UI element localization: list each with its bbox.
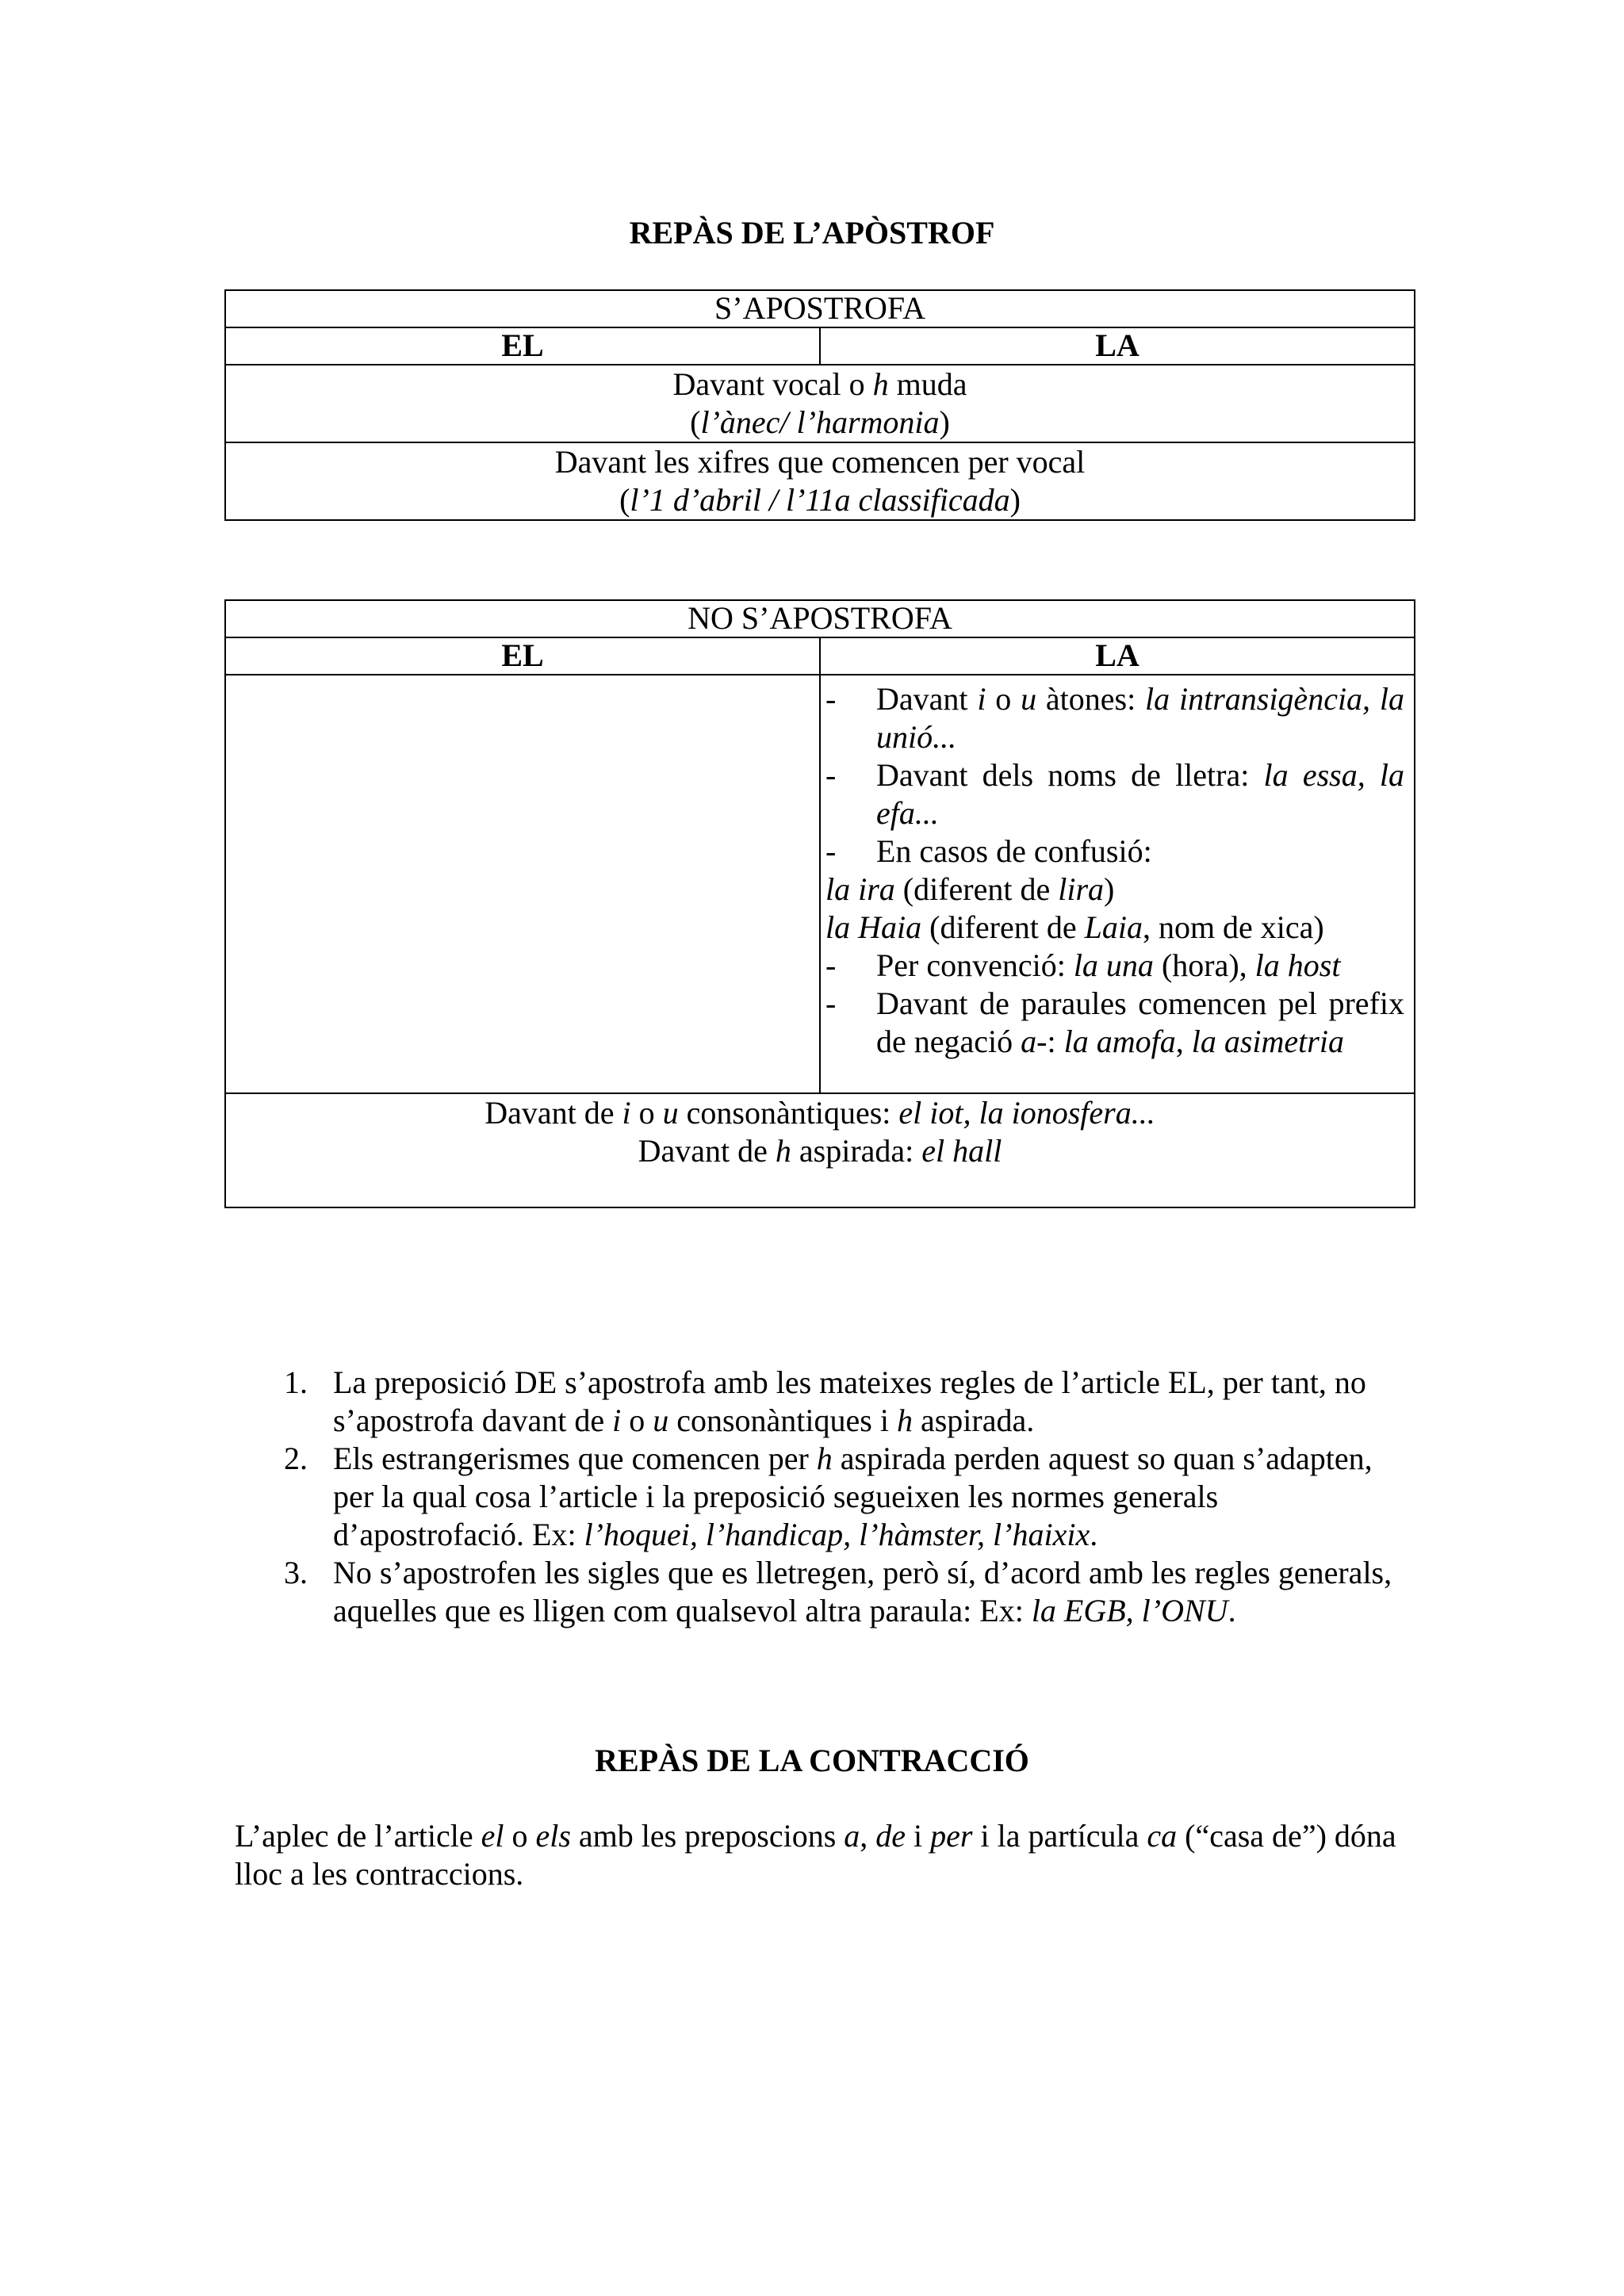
text: Davant de bbox=[638, 1133, 776, 1169]
text: o bbox=[986, 681, 1021, 717]
rule-item-1 bbox=[284, 1364, 1404, 1440]
example: la Haia bbox=[825, 909, 922, 945]
text: Davant bbox=[876, 681, 978, 717]
text: Per convenció: bbox=[876, 947, 1074, 983]
example: la amofa bbox=[1063, 1024, 1176, 1059]
letter-i: i bbox=[612, 1402, 622, 1438]
term: a bbox=[844, 1818, 860, 1854]
text: (hora), bbox=[1153, 947, 1255, 983]
item-number: 3. bbox=[284, 1555, 308, 1590]
la-item-convencio bbox=[825, 947, 1404, 985]
text: i la partícula bbox=[972, 1818, 1147, 1854]
example: la EGB, l’ONU bbox=[1031, 1593, 1228, 1628]
la-item-atones bbox=[825, 680, 1404, 756]
h-letter: h bbox=[872, 366, 889, 402]
text: : bbox=[1047, 1024, 1064, 1059]
text: . bbox=[1228, 1593, 1236, 1628]
table-apostrofa bbox=[224, 289, 1415, 521]
text: No s’apostrofen les sigles que es lletregen, però sí, d’acord amb les regles generals, aquelles que es lligen com qualsevol altra paraula: Ex: bbox=[333, 1555, 1392, 1628]
text: Davant dels noms de lletra: bbox=[876, 757, 1264, 793]
letter-u: u bbox=[1021, 681, 1037, 717]
text: o bbox=[621, 1402, 653, 1438]
text: aspirada. bbox=[912, 1402, 1035, 1438]
example: el iot, la ionosfera... bbox=[898, 1095, 1155, 1131]
term: ca bbox=[1147, 1818, 1178, 1854]
example: Laia bbox=[1084, 909, 1143, 945]
text: L’aplec de l’article bbox=[235, 1818, 481, 1854]
h-letter: h bbox=[896, 1402, 913, 1438]
text: , nom de xica) bbox=[1142, 909, 1324, 945]
term: per bbox=[930, 1818, 973, 1854]
col-la: LA bbox=[820, 637, 1415, 675]
text: muda bbox=[888, 366, 967, 402]
text: (diferent de bbox=[894, 871, 1059, 907]
la-sub-ira bbox=[825, 871, 1404, 909]
rule-vocal-h-muda bbox=[225, 365, 1415, 442]
dash: - bbox=[825, 833, 837, 869]
text: Davant les xifres que comencen per vocal bbox=[554, 444, 1086, 480]
text: La preposició DE s’apostrofa amb les mateixes regles de l’article EL, per tant, no s’apostrofa davant de bbox=[333, 1364, 1366, 1438]
paragraph-contraccio bbox=[235, 1817, 1408, 1893]
text: i bbox=[906, 1818, 931, 1854]
example: l’ànec/ l’harmonia bbox=[700, 404, 940, 440]
col-la: LA bbox=[820, 327, 1415, 365]
example: la intransigència, la unió... bbox=[876, 681, 1404, 755]
term: de bbox=[875, 1818, 906, 1854]
dash: - bbox=[825, 757, 837, 793]
la-item-confusio bbox=[825, 832, 1404, 871]
example: la una bbox=[1073, 947, 1154, 983]
text: o bbox=[504, 1818, 536, 1854]
example: l’1 d’abril / l’11a classificada bbox=[630, 482, 1010, 518]
h-letter: h bbox=[775, 1133, 791, 1169]
letter-i: i bbox=[622, 1095, 631, 1131]
rule-xifres bbox=[225, 442, 1415, 520]
text: ) bbox=[1104, 871, 1115, 907]
h-letter: h bbox=[816, 1441, 833, 1476]
table-no-apostrofa bbox=[224, 599, 1415, 1208]
example: el hall bbox=[921, 1133, 1002, 1169]
text: àtones: bbox=[1036, 681, 1146, 717]
example: la ira bbox=[825, 871, 895, 907]
dash: - bbox=[825, 681, 837, 717]
rule-item-3 bbox=[284, 1554, 1404, 1630]
example: lira bbox=[1058, 871, 1105, 907]
text: consonàntiques i bbox=[668, 1402, 897, 1438]
text: Els estrangerismes que comencen per bbox=[333, 1441, 817, 1476]
dash: - bbox=[825, 947, 837, 983]
rule-item-2 bbox=[284, 1440, 1404, 1554]
text: aspirada: bbox=[791, 1133, 922, 1169]
paren: ( bbox=[690, 404, 701, 440]
rules-list bbox=[284, 1364, 1404, 1630]
letter-i: i bbox=[977, 681, 986, 717]
table-header: NO S’APOSTROFA bbox=[225, 600, 1415, 637]
text: (“casa de”) dóna lloc a les contraccions. bbox=[235, 1818, 1396, 1892]
example: la essa, la efa... bbox=[876, 757, 1404, 831]
paren: ( bbox=[619, 482, 630, 518]
text: o bbox=[630, 1095, 663, 1131]
letter-u: u bbox=[653, 1402, 669, 1438]
text: Davant de paraules comencen pel prefix de negació bbox=[876, 985, 1404, 1059]
el-cell-empty bbox=[225, 675, 820, 1093]
example: la asimetria bbox=[1191, 1024, 1344, 1059]
item-number: 2. bbox=[284, 1441, 308, 1476]
term: els bbox=[535, 1818, 571, 1854]
item-number: 1. bbox=[284, 1364, 308, 1400]
text: Davant vocal o bbox=[672, 366, 873, 402]
example: la host bbox=[1254, 947, 1341, 983]
text: En casos de confusió: bbox=[876, 833, 1152, 869]
la-cell bbox=[820, 675, 1415, 1093]
text: , bbox=[1175, 1024, 1192, 1059]
text: . bbox=[1090, 1517, 1098, 1552]
table-header: S’APOSTROFA bbox=[225, 290, 1415, 327]
title-apostrof: REPÀS DE L’APÒSTROF bbox=[629, 215, 995, 251]
paren: ) bbox=[1009, 482, 1021, 518]
text: Davant de bbox=[485, 1095, 622, 1131]
title-contraccio: REPÀS DE LA CONTRACCIÓ bbox=[595, 1743, 1029, 1778]
text: amb les preposcions bbox=[570, 1818, 845, 1854]
text: , bbox=[860, 1818, 876, 1854]
la-sub-haia bbox=[825, 909, 1404, 947]
col-el: EL bbox=[225, 637, 820, 675]
letter-u: u bbox=[662, 1095, 679, 1131]
la-item-prefix-negacio bbox=[825, 985, 1404, 1061]
paren: ) bbox=[939, 404, 950, 440]
text: (diferent de bbox=[921, 909, 1085, 945]
example: l’hoquei, l’handicap, l’hàmster, l’haixix bbox=[584, 1517, 1090, 1552]
col-el: EL bbox=[225, 327, 820, 365]
dash: - bbox=[825, 985, 837, 1021]
la-item-noms-lletra bbox=[825, 756, 1404, 832]
text: aspirada perden aquest so quan s’adapten, per la qual cosa l’article i la preposició segueixen les normes generals d’apostrofació. Ex: bbox=[333, 1441, 1373, 1552]
term: el bbox=[481, 1818, 504, 1854]
prefix: a- bbox=[1021, 1024, 1048, 1059]
rule-consonantiques bbox=[225, 1093, 1415, 1207]
text: consonàntiques: bbox=[678, 1095, 899, 1131]
